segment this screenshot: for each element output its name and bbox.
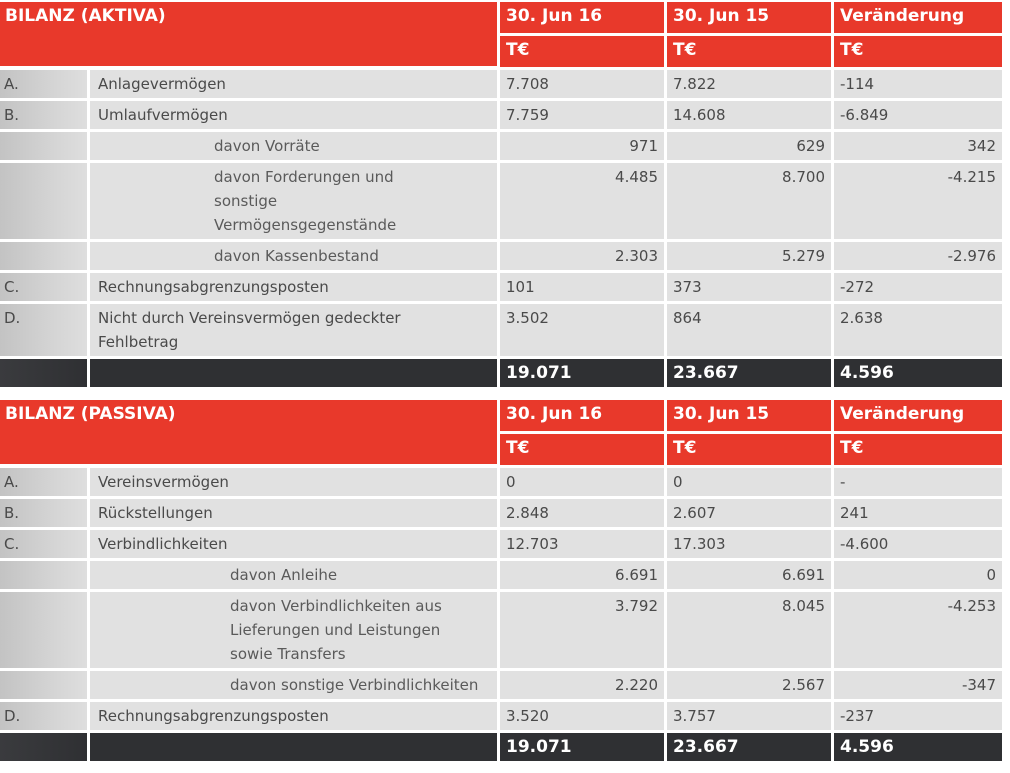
total-letter-cell <box>0 359 87 387</box>
row-value-change: -2.976 <box>834 242 1002 270</box>
total-row <box>0 733 1005 761</box>
row-letter <box>0 592 87 668</box>
row-value-2015: 0 <box>667 468 831 496</box>
passiva-col3-label: Veränderung <box>834 400 1002 431</box>
total-value-change: 4.596 <box>834 359 1002 387</box>
row-value-change: -4.600 <box>834 530 1002 558</box>
table-row <box>0 70 1005 98</box>
row-value-2015: 8.700 <box>667 163 831 239</box>
row-label: davon Forderungen und sonstige Vermögensgegenstände <box>90 163 497 239</box>
row-value-2015: 8.045 <box>667 592 831 668</box>
row-letter <box>0 132 87 160</box>
table-row <box>0 702 1005 730</box>
row-letter: B. <box>0 101 87 129</box>
row-value-2015: 2.567 <box>667 671 831 699</box>
row-letter: D. <box>0 702 87 730</box>
aktiva-col3-header <box>834 2 1002 67</box>
passiva-col1-header <box>500 400 664 465</box>
aktiva-col1-unit: T€ <box>500 36 664 67</box>
row-label: Vereinsvermögen <box>90 468 497 496</box>
row-letter: C. <box>0 530 87 558</box>
row-label: davon Verbindlichkeiten aus Lieferungen und Leistungen sowie Transfers <box>90 592 497 668</box>
table-row <box>0 304 1005 356</box>
aktiva-col2-unit: T€ <box>667 36 831 67</box>
row-value-change: - <box>834 468 1002 496</box>
passiva-col1-unit: T€ <box>500 434 664 465</box>
row-label: Rechnungsabgrenzungsposten <box>90 273 497 301</box>
row-label: davon Anleihe <box>90 561 497 589</box>
table-row <box>0 499 1005 527</box>
total-value-2015: 23.667 <box>667 359 831 387</box>
aktiva-col3-unit: T€ <box>834 36 1002 67</box>
total-label-cell <box>90 359 497 387</box>
row-value-change: 342 <box>834 132 1002 160</box>
passiva-col3-unit: T€ <box>834 434 1002 465</box>
passiva-title: BILANZ (PASSIVA) <box>0 400 497 464</box>
row-value-2016: 3.502 <box>500 304 664 356</box>
passiva-col2-unit: T€ <box>667 434 831 465</box>
passiva-col1-date: 30. Jun 16 <box>500 400 664 431</box>
row-letter: C. <box>0 273 87 301</box>
total-letter-cell <box>0 733 87 761</box>
row-letter: B. <box>0 499 87 527</box>
total-value-2016: 19.071 <box>500 733 664 761</box>
table-row <box>0 561 1005 589</box>
row-value-2015: 864 <box>667 304 831 356</box>
passiva-header <box>0 400 1005 465</box>
row-letter <box>0 163 87 239</box>
table-row <box>0 592 1005 668</box>
row-value-2015: 373 <box>667 273 831 301</box>
row-value-2016: 0 <box>500 468 664 496</box>
row-letter <box>0 671 87 699</box>
row-label: davon sonstige Verbindlichkeiten <box>90 671 497 699</box>
aktiva-col2-date: 30. Jun 15 <box>667 2 831 33</box>
total-value-change: 4.596 <box>834 733 1002 761</box>
total-value-2015: 23.667 <box>667 733 831 761</box>
total-row <box>0 359 1005 387</box>
row-value-2015: 6.691 <box>667 561 831 589</box>
row-value-2015: 2.607 <box>667 499 831 527</box>
row-letter: A. <box>0 70 87 98</box>
aktiva-col1-date: 30. Jun 16 <box>500 2 664 33</box>
row-value-2015: 3.757 <box>667 702 831 730</box>
aktiva-col3-label: Veränderung <box>834 2 1002 33</box>
row-label: Rechnungsabgrenzungsposten <box>90 702 497 730</box>
table-row <box>0 163 1005 239</box>
row-value-2016: 101 <box>500 273 664 301</box>
passiva-col3-header <box>834 400 1002 465</box>
row-letter: D. <box>0 304 87 356</box>
aktiva-col1-header <box>500 2 664 67</box>
row-letter <box>0 561 87 589</box>
table-row <box>0 101 1005 129</box>
table-row <box>0 242 1005 270</box>
row-value-2015: 17.303 <box>667 530 831 558</box>
row-value-2016: 7.708 <box>500 70 664 98</box>
row-value-2016: 2.848 <box>500 499 664 527</box>
table-row <box>0 273 1005 301</box>
row-value-change: -4.253 <box>834 592 1002 668</box>
row-label: Umlaufvermögen <box>90 101 497 129</box>
row-value-change: 241 <box>834 499 1002 527</box>
row-value-2016: 971 <box>500 132 664 160</box>
aktiva-col2-header <box>667 2 831 67</box>
row-value-2016: 3.520 <box>500 702 664 730</box>
row-label: davon Kassenbestand <box>90 242 497 270</box>
row-value-change: -114 <box>834 70 1002 98</box>
table-row <box>0 468 1005 496</box>
row-value-2015: 14.608 <box>667 101 831 129</box>
row-value-change: 0 <box>834 561 1002 589</box>
passiva-col2-date: 30. Jun 15 <box>667 400 831 431</box>
table-row <box>0 530 1005 558</box>
row-value-2016: 4.485 <box>500 163 664 239</box>
aktiva-table <box>0 2 1005 387</box>
row-value-change: -4.215 <box>834 163 1002 239</box>
row-value-change: -272 <box>834 273 1002 301</box>
row-value-2016: 2.220 <box>500 671 664 699</box>
aktiva-title: BILANZ (AKTIVA) <box>0 2 497 66</box>
total-value-2016: 19.071 <box>500 359 664 387</box>
row-label: davon Vorräte <box>90 132 497 160</box>
row-value-change: -6.849 <box>834 101 1002 129</box>
row-label: Verbindlichkeiten <box>90 530 497 558</box>
passiva-col2-header <box>667 400 831 465</box>
row-label: Rückstellungen <box>90 499 497 527</box>
row-label: Anlagevermögen <box>90 70 497 98</box>
aktiva-header <box>0 2 1005 67</box>
table-row <box>0 671 1005 699</box>
row-value-2016: 12.703 <box>500 530 664 558</box>
row-value-2016: 7.759 <box>500 101 664 129</box>
table-row <box>0 132 1005 160</box>
row-value-2016: 3.792 <box>500 592 664 668</box>
row-value-change: 2.638 <box>834 304 1002 356</box>
row-value-change: -237 <box>834 702 1002 730</box>
row-value-2016: 6.691 <box>500 561 664 589</box>
row-value-2015: 7.822 <box>667 70 831 98</box>
row-value-2015: 629 <box>667 132 831 160</box>
total-label-cell <box>90 733 497 761</box>
row-value-change: -347 <box>834 671 1002 699</box>
row-letter <box>0 242 87 270</box>
row-letter: A. <box>0 468 87 496</box>
row-value-2016: 2.303 <box>500 242 664 270</box>
row-label: Nicht durch Vereinsvermögen gedeckter Fehlbetrag <box>90 304 497 356</box>
passiva-table <box>0 400 1005 761</box>
row-value-2015: 5.279 <box>667 242 831 270</box>
